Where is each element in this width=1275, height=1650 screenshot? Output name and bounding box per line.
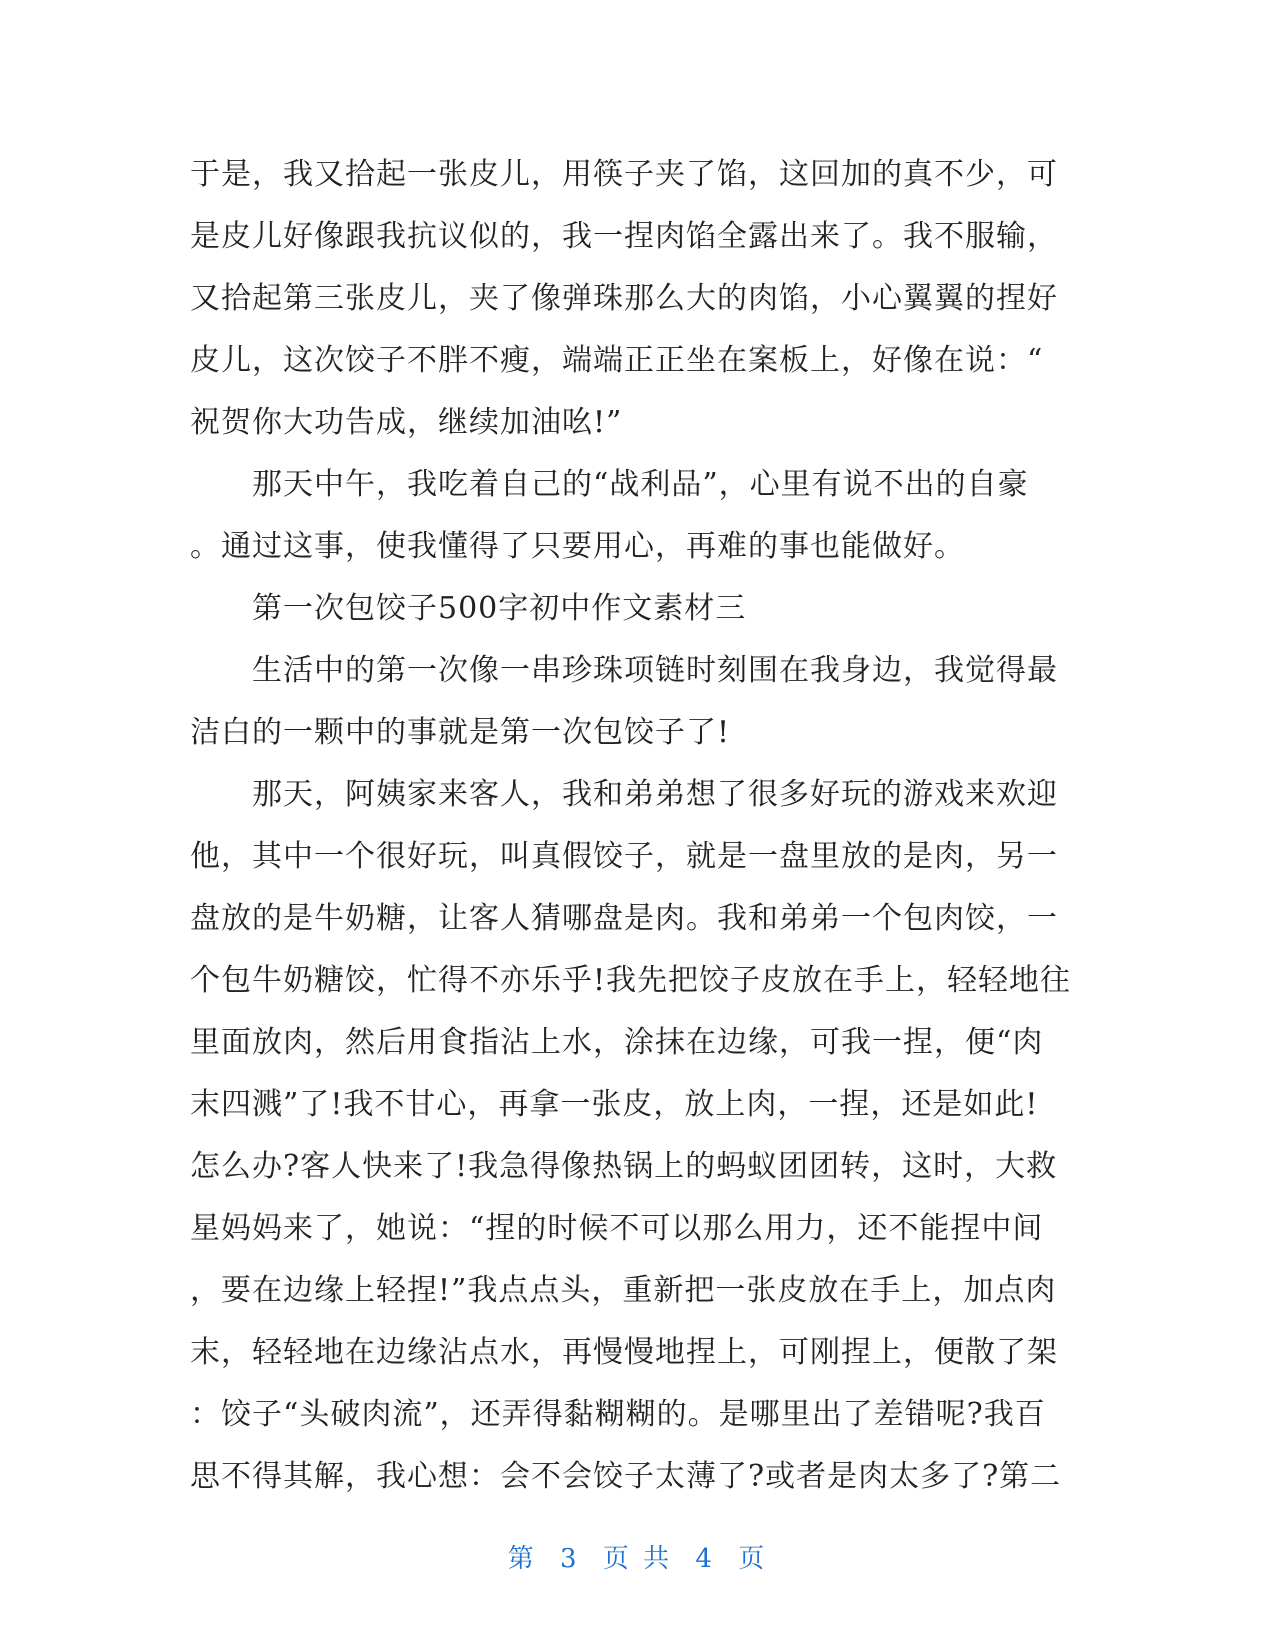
text-line: 。通过这事，使我懂得了只要用心，再难的事也能做好。 — [190, 529, 965, 564]
text-line: 那天中午，我吃着自己的“战利品”，心里有说不出的自豪 — [252, 467, 1029, 502]
text-line: 盘放的是牛奶糖，让客人猜哪盘是肉。我和弟弟一个包肉饺，一 — [190, 901, 1058, 936]
text-line: 生活中的第一次像一串珍珠项链时刻围在我身边，我觉得最 — [252, 653, 1058, 688]
text-line: 他，其中一个很好玩，叫真假饺子，就是一盘里放的是肉，另一 — [190, 839, 1058, 874]
text-line: 祝贺你大功告成，继续加油吆!” — [190, 405, 623, 440]
text-line: 于是，我又拾起一张皮儿，用筷子夹了馅，这回加的真不少，可 — [190, 157, 1058, 192]
text-line: 末四溅”了!我不甘心，再拿一张皮，放上肉，一捏，还是如此! — [190, 1087, 1039, 1122]
total-pages: 4 — [695, 1544, 715, 1574]
text-line: 怎么办?客人快来了!我急得像热锅上的蚂蚁团团转，这时，大救 — [190, 1149, 1058, 1184]
section-heading: 第一次包饺子500字初中作文素材三 — [252, 591, 747, 626]
text-line: 是皮儿好像跟我抗议似的，我一捏肉馅全露出来了。我不服输， — [190, 219, 1058, 254]
text-line: 那天，阿姨家来客人，我和弟弟想了很多好玩的游戏来欢迎 — [252, 777, 1058, 812]
page-label-prefix: 第 — [507, 1544, 537, 1574]
text-line: 个包牛奶糖饺，忙得不亦乐乎!我先把饺子皮放在手上，轻轻地往 — [190, 963, 1072, 998]
document-body — [190, 144, 1080, 1508]
page-footer — [0, 1538, 1275, 1575]
text-line: 又拾起第三张皮儿，夹了像弹珠那么大的肉馅，小心翼翼的捏好 — [190, 281, 1058, 316]
text-line: ：饺子“头破肉流”，还弄得黏糊糊的。是哪里出了差错呢?我百 — [190, 1397, 1046, 1432]
text-line: 星妈妈来了，她说：“捏的时候不可以那么用力，还不能捏中间 — [190, 1211, 1044, 1246]
page-label-mid: 页 共 — [602, 1544, 673, 1574]
text-line: 洁白的一颗中的事就是第一次包饺子了! — [190, 715, 731, 750]
text-line: 末，轻轻地在边缘沾点水，再慢慢地捏上，可刚捏上，便散了架 — [190, 1335, 1058, 1370]
page-label-suffix: 页 — [738, 1544, 768, 1574]
text-line: 里面放肉，然后用食指沾上水，涂抹在边缘，可我一捏，便“肉 — [190, 1025, 1044, 1060]
page-number: 3 — [560, 1544, 580, 1574]
text-line: ，要在边缘上轻捏!”我点点头，重新把一张皮放在手上，加点肉 — [190, 1273, 1057, 1308]
text-line: 思不得其解，我心想：会不会饺子太薄了?或者是肉太多了?第二 — [190, 1459, 1062, 1494]
text-line: 皮儿，这次饺子不胖不瘦，端端正正坐在案板上，好像在说：“ — [190, 343, 1044, 378]
